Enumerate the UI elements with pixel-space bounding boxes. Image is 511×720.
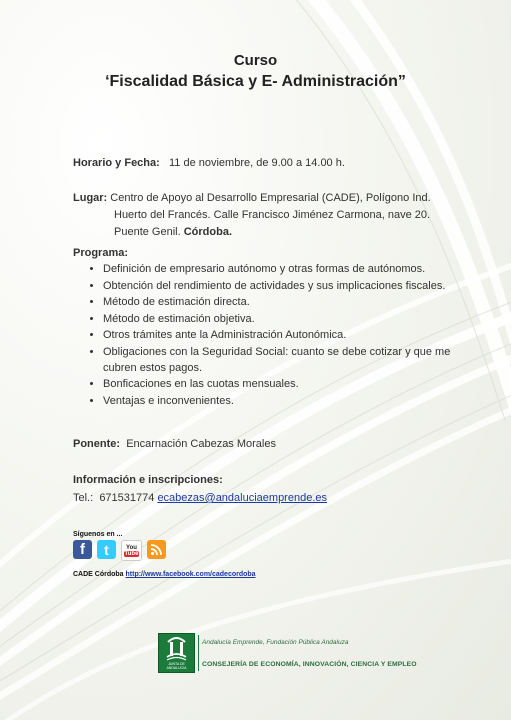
footer-divider — [198, 635, 199, 671]
phone-number: 671531774 — [99, 492, 155, 504]
rss-icon[interactable] — [147, 540, 166, 559]
title-line-curso: Curso — [233, 52, 278, 69]
youtube-text-you: You — [126, 544, 137, 551]
program-list — [73, 262, 473, 410]
footer-foundation: Andalucía Emprende, Fundación Pública Andaluza — [202, 639, 349, 646]
list-item: • Método de estimación directa. — [103, 295, 473, 311]
location-line-3: Puente Genil. — [114, 226, 181, 238]
info-label: Información e inscripciones: — [73, 474, 223, 486]
list-item: • Definición de empresario autónomo y otras formas de autónomos. — [103, 262, 473, 278]
cade-label: CADE Córdoba — [73, 571, 124, 578]
schedule-row — [73, 155, 345, 172]
phone-label: Tel.: — [73, 492, 94, 504]
list-item: • Bonficaciones en las cuotas mensuales. — [103, 377, 473, 393]
speaker-name: Encarnación Cabezas Morales — [126, 438, 276, 450]
course-title — [0, 50, 511, 92]
list-item: • Obtención del rendimiento de actividades y sus implicaciones fiscales. — [103, 279, 473, 295]
list-item: • Método de estimación objetiva. — [103, 312, 473, 328]
list-item: • Otros trámites ante la Administración Autonómica. — [103, 328, 473, 344]
cade-facebook-link[interactable]: http://www.facebook.com/cadecordoba — [125, 571, 256, 578]
location-label: Lugar: — [73, 192, 108, 204]
youtube-icon[interactable] — [121, 540, 142, 561]
footer-ministry: CONSEJERÍA DE ECONOMÍA, INNOVACIÓN, CIENCIA Y EMPLEO — [202, 661, 417, 668]
email-link[interactable]: ecabezas@andaluciaemprende.es — [157, 492, 327, 504]
location-city: Córdoba. — [183, 226, 232, 238]
location-line-1: Centro de Apoyo al Desarrollo Empresarial (CADE), Polígono Ind. — [110, 192, 431, 204]
cade-link-row — [73, 571, 256, 578]
junta-logo — [158, 633, 195, 673]
schedule-label: Horario y Fecha: — [73, 157, 160, 169]
facebook-icon[interactable]: f — [73, 540, 92, 559]
youtube-text-tube: Tube — [124, 550, 139, 557]
schedule-value: 11 de noviembre, de 9.00 a 14.00 h. — [168, 157, 345, 169]
social-icons — [73, 540, 166, 561]
contact-row — [73, 490, 327, 507]
rss-glyph — [150, 543, 163, 556]
speaker-label: Ponente: — [73, 438, 121, 450]
list-item: • Obligaciones con la Seguridad Social: cuanto se debe cotizar y que me cubren estos pagos. — [103, 345, 473, 376]
list-item: • Ventajas e inconvenientes. — [103, 394, 473, 410]
location-line-2: Huerto del Francés. Calle Francisco Jiménez Carmona, nave 20. — [114, 209, 431, 221]
junta-emblem-icon — [159, 634, 194, 664]
program-label: Programa: — [73, 247, 129, 259]
follow-us-label: Síguenos en ... — [73, 531, 123, 538]
location-block — [73, 190, 453, 241]
title-line-name: ‘Fiscalidad Básica y E- Administración” — [105, 73, 406, 90]
logo-caption: JUNTA DE ANDALUCIA — [166, 662, 187, 670]
speaker-row — [73, 436, 276, 453]
twitter-icon[interactable]: t — [97, 540, 116, 559]
